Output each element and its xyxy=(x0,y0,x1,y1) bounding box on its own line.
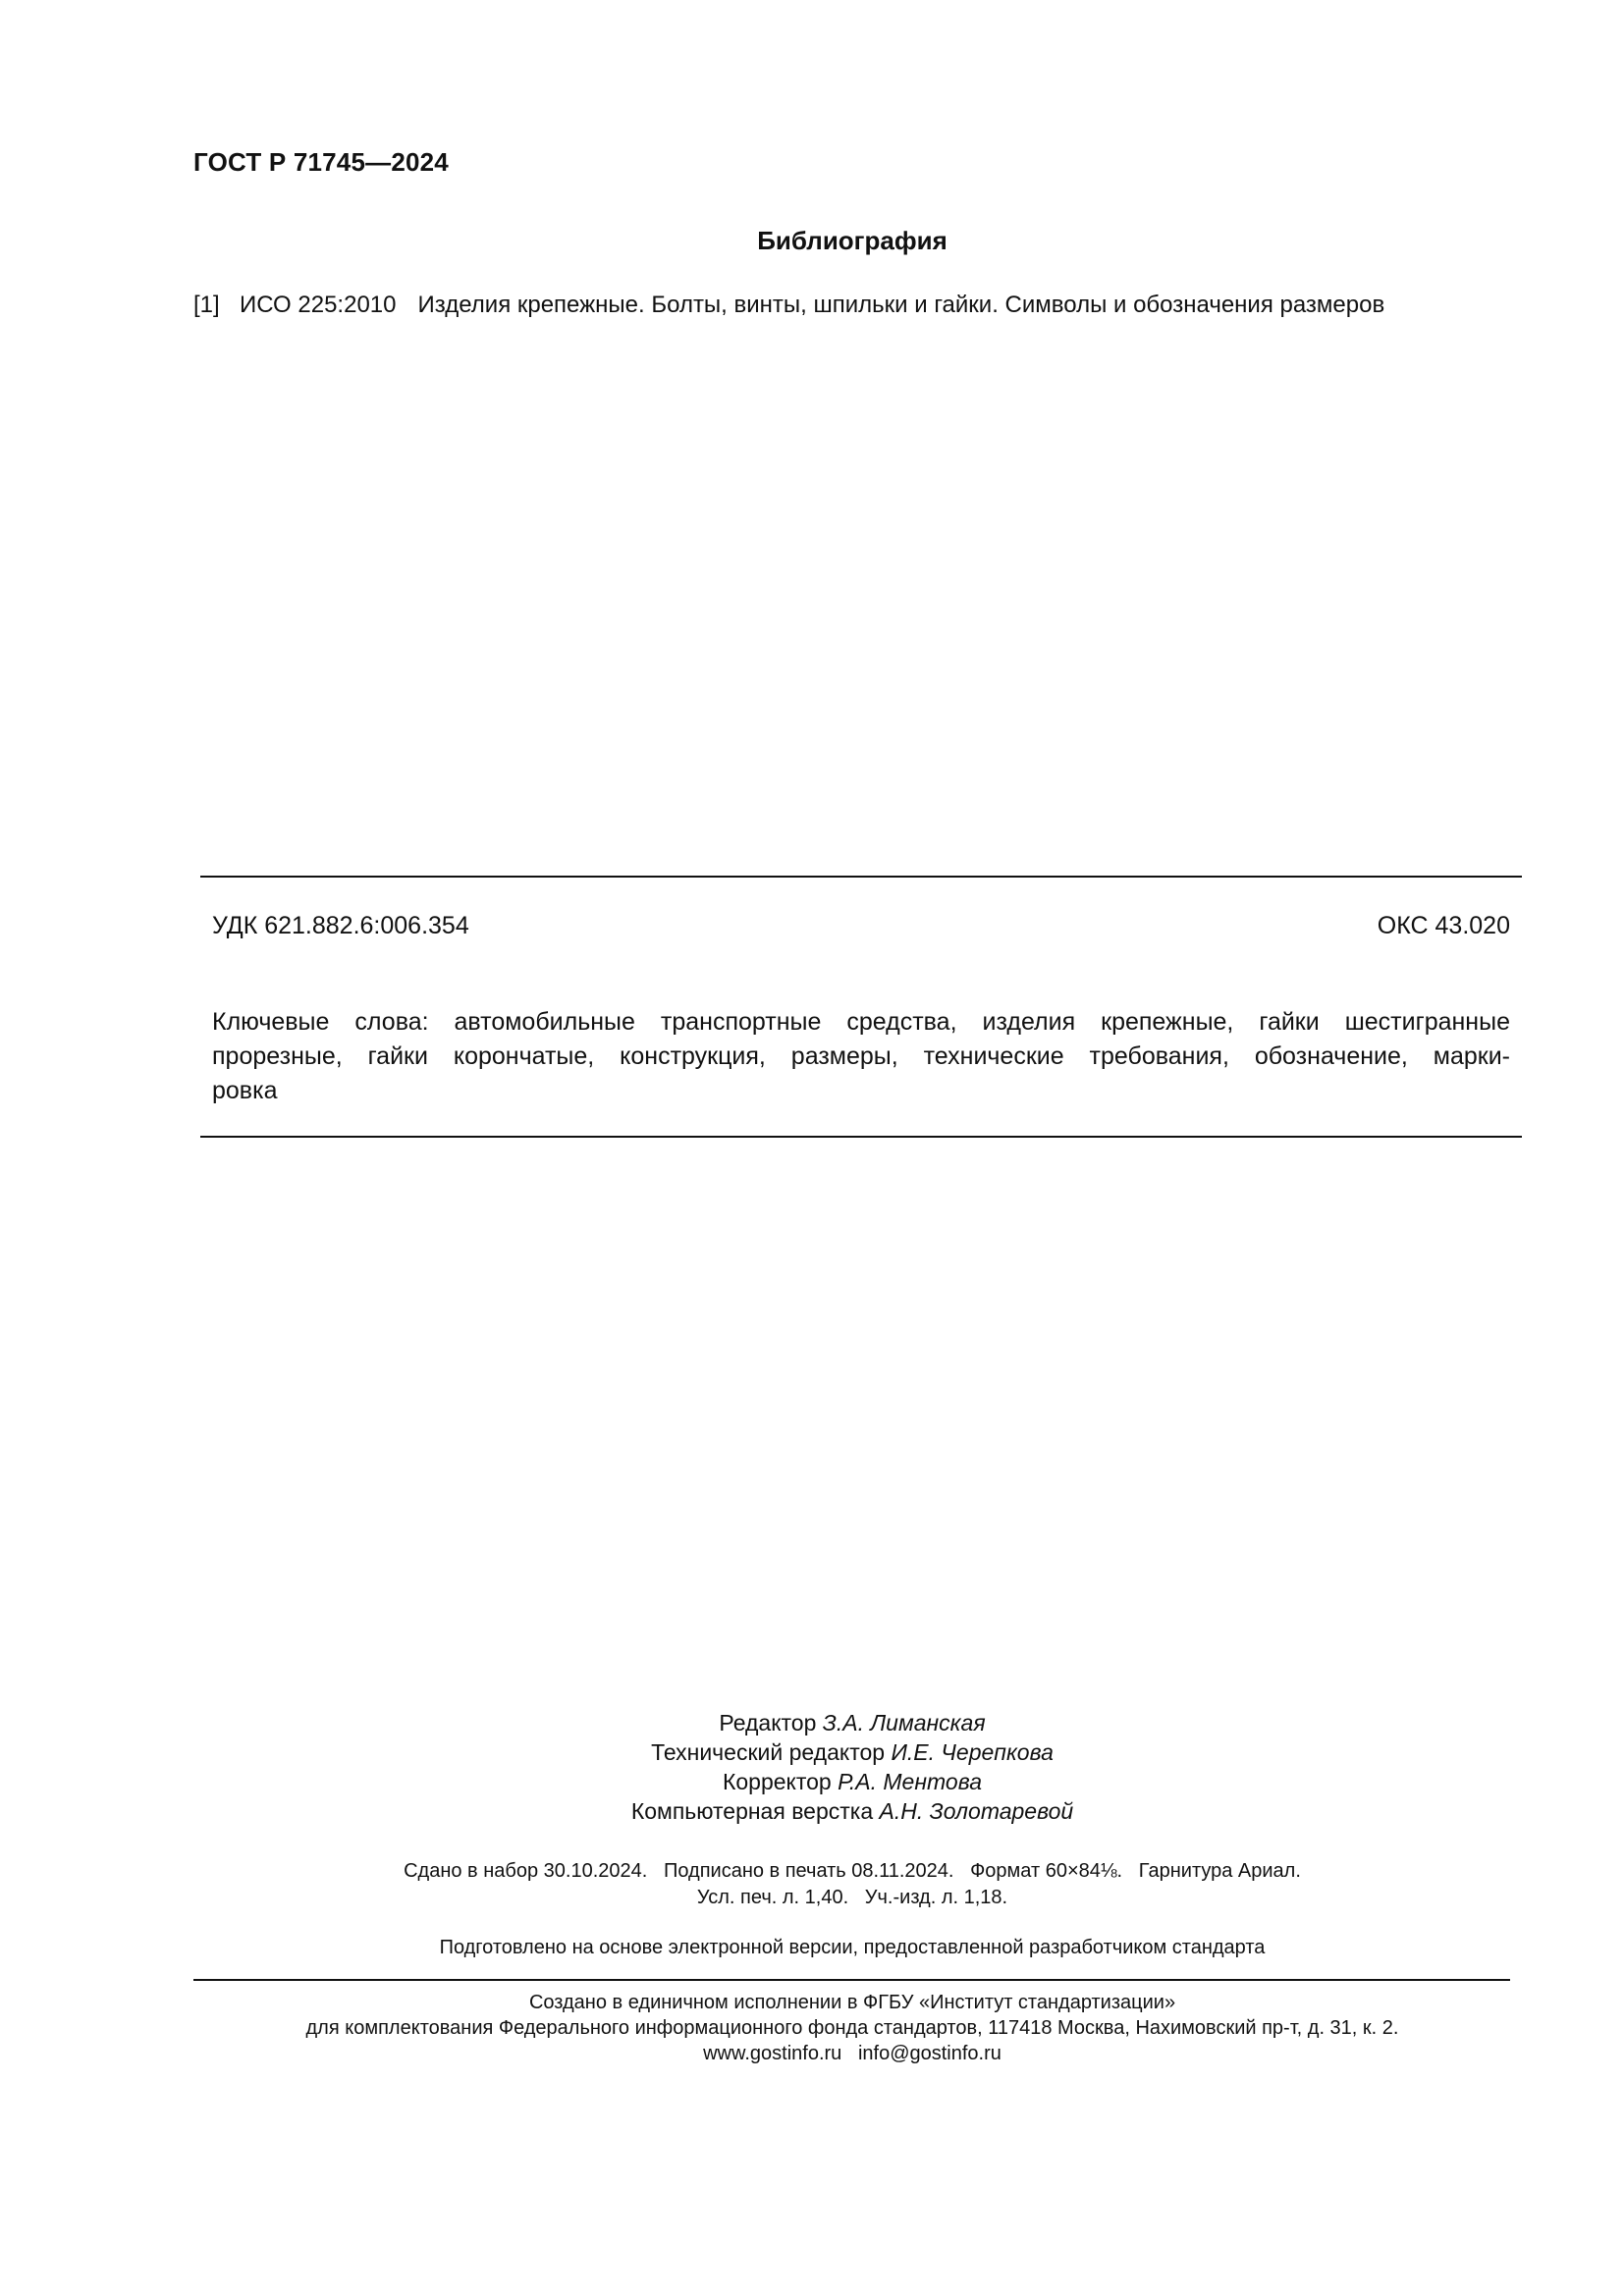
credit-line xyxy=(0,1767,1624,1796)
keywords-line: прорезные, гайки корончатые, конструкция, размеры, технические требования, обозначение, марки- xyxy=(212,1042,1510,1070)
bibliography-title: Библиография xyxy=(757,226,947,255)
print-info-line: Усл. печ. л. 1,40. Уч.-изд. л. 1,18. xyxy=(696,1887,1008,1908)
keywords-line: ровка xyxy=(212,1077,278,1104)
keywords-line: Ключевые слова: автомобильные транспортные средства, изделия крепежные, гайки шестигранные xyxy=(212,1008,1510,1036)
divider-footer xyxy=(193,1979,1510,1981)
credit-name: А.Н. Золотаревой xyxy=(879,1798,1074,1824)
standard-number: ГОСТ Р 71745—2024 xyxy=(193,147,449,177)
udk-code: УДК 621.882.6:006.354 xyxy=(212,912,469,939)
divider-middle xyxy=(200,1136,1522,1138)
publisher-contacts: www.gostinfo.ru info@gostinfo.ru xyxy=(703,2043,1001,2064)
credit-role: Корректор xyxy=(722,1769,832,1794)
print-info xyxy=(0,1858,1624,1911)
reference-number: [1] xyxy=(193,292,220,318)
reference-code: ИСО 225:2010 xyxy=(240,292,397,318)
publisher-info xyxy=(0,1990,1624,2066)
credit-line xyxy=(0,1796,1624,1826)
credit-role: Компьютерная верстка xyxy=(630,1798,874,1824)
credit-name: Р.А. Ментова xyxy=(838,1769,982,1794)
print-info-line: Сдано в набор 30.10.2024. Подписано в печать 08.11.2024. Формат 60×84⅛. Гарнитура Ариал. xyxy=(404,1860,1301,1882)
oks-code: ОКС 43.020 xyxy=(1377,912,1510,939)
publisher-line: Создано в единичном исполнении в ФГБУ «Институт стандартизации» xyxy=(528,1992,1176,2013)
credits-block xyxy=(0,1708,1624,1826)
credit-line xyxy=(0,1737,1624,1767)
keywords-block xyxy=(212,1005,1510,1108)
reference-title: Изделия крепежные. Болты, винты, шпильки и гайки. Символы и обозначения размеров xyxy=(417,292,1385,318)
prepared-note: Подготовлено на основе электронной версии, предоставленной разработчиком стандарта xyxy=(439,1937,1266,1958)
credit-role: Технический редактор xyxy=(651,1739,886,1765)
divider-top xyxy=(200,876,1522,878)
bibliography-entry xyxy=(193,292,1384,319)
credit-name: З.А. Лиманская xyxy=(822,1710,986,1735)
credit-role: Редактор xyxy=(719,1710,817,1735)
credit-line xyxy=(0,1708,1624,1737)
publisher-line: для комплектования Федерального информационного фонда стандартов, 117418 Москва, Нахимовский пр-т, д. 31, к. 2. xyxy=(305,2017,1399,2039)
credit-name: И.Е. Черепкова xyxy=(891,1739,1054,1765)
